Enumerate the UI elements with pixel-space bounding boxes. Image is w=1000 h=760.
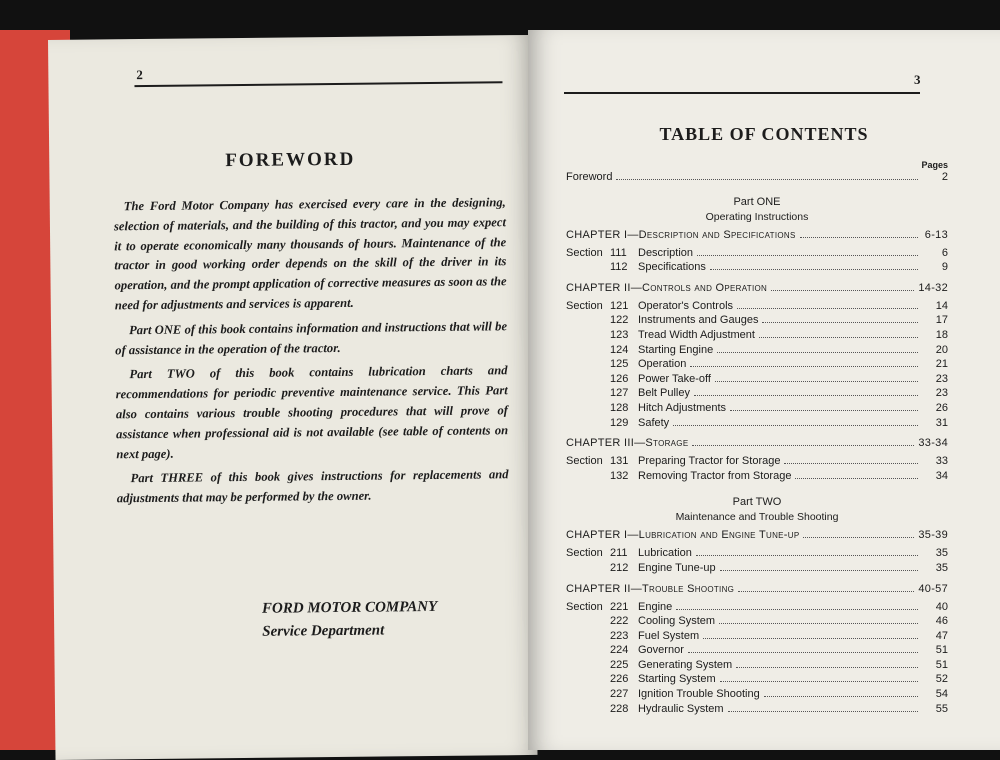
leader-dots <box>697 254 918 256</box>
toc-section-number: 227 <box>610 688 629 701</box>
toc-section <box>566 630 948 645</box>
toc-chapter-label: CHAPTER II—Controls and Operation <box>566 281 768 294</box>
toc-section-number: 121 <box>610 299 629 312</box>
toc-section-number: 123 <box>610 328 629 341</box>
toc-section <box>566 644 948 659</box>
leader-dots <box>728 710 918 712</box>
foreword-title: FOREWORD <box>225 148 356 172</box>
leader-dots <box>800 236 918 238</box>
toc-chapter <box>566 437 948 455</box>
leader-dots <box>616 178 918 180</box>
toc-section-label: Engine <box>638 600 673 613</box>
leader-dots <box>759 336 918 338</box>
toc-section-page: 34 <box>935 469 948 482</box>
toc-chapter <box>566 282 948 300</box>
toc-section <box>566 615 948 630</box>
toc-chapter-label: CHAPTER I—Description and Specifications <box>566 228 796 241</box>
toc-section-number: 125 <box>610 358 629 371</box>
toc-chapter-pages: 33-34 <box>918 437 948 450</box>
toc-section-number: 112 <box>610 261 628 274</box>
toc-section-page: 20 <box>935 343 948 356</box>
toc-chapter-label: CHAPTER III—Storage <box>566 437 689 450</box>
toc-section-number: 111 <box>610 246 627 259</box>
left-page <box>48 35 538 760</box>
toc-section-number: 211 <box>610 547 628 560</box>
toc-section-page: 46 <box>935 615 948 628</box>
toc-section <box>566 470 948 485</box>
leader-dots <box>795 477 918 479</box>
toc-section <box>566 373 948 388</box>
leader-dots <box>710 268 918 270</box>
leader-dots <box>717 351 918 353</box>
leader-dots <box>737 307 918 309</box>
toc-section-number: 226 <box>610 673 629 686</box>
toc-section-label: Hydraulic System <box>638 702 724 715</box>
toc-section-page: 51 <box>935 658 948 671</box>
toc-section-page: 35 <box>935 547 948 560</box>
toc-section-page: 35 <box>935 561 948 574</box>
header-rule <box>134 81 502 87</box>
toc-section-page: 14 <box>935 299 948 312</box>
toc-chapter <box>566 529 948 547</box>
toc-section-page: 23 <box>935 372 948 385</box>
toc-section-page: 18 <box>935 328 948 341</box>
leader-dots <box>688 651 918 653</box>
part-one-list <box>566 229 948 485</box>
toc-section <box>566 300 948 315</box>
toc-section <box>566 261 948 276</box>
leader-dots <box>694 394 918 396</box>
toc-title: TABLE OF CONTENTS <box>659 124 869 144</box>
toc-section-prefix: Section <box>566 246 603 259</box>
leader-dots <box>762 321 918 323</box>
toc-section-label: Governor <box>638 644 684 657</box>
toc-section <box>566 455 948 470</box>
toc-section-page: 26 <box>935 401 948 414</box>
toc-section-number: 225 <box>610 658 629 671</box>
toc-section-label: Hitch Adjustments <box>638 401 727 414</box>
toc-section <box>566 673 948 688</box>
toc-section-number: 228 <box>610 702 629 715</box>
toc-section-page: 23 <box>935 387 948 400</box>
foreword-paragraph: Part TWO of this book contains lubrication charts and recommendations for periodic preventive maintenance service. This Part also contains various trouble shooting procedures that will prove of assistance when professional aid is not available (see table of contents on next page). <box>115 363 509 461</box>
leader-dots <box>676 608 918 610</box>
right-page <box>528 30 1000 750</box>
leader-dots <box>673 424 918 426</box>
foreword-body <box>114 193 509 514</box>
leader-dots <box>784 462 918 464</box>
leader-dots <box>730 409 918 411</box>
part-one-heading: Part ONE <box>733 195 781 208</box>
toc-section <box>566 601 948 616</box>
leader-dots <box>719 622 918 624</box>
toc-chapter-pages: 35-39 <box>918 529 948 542</box>
foreword-paragraph: Part THREE of this book gives instructions for replacements and adjustments that may be performed by the owner. <box>116 467 509 506</box>
toc-section-page: 17 <box>935 314 948 327</box>
toc-section-number: 224 <box>610 644 629 657</box>
toc-section-label: Lubrication <box>638 547 692 560</box>
toc-section-label: Tread Width Adjustment <box>638 328 755 341</box>
page-number-right: 3 <box>914 72 921 87</box>
toc-chapter-label: CHAPTER II—Trouble Shooting <box>566 582 735 595</box>
toc-section-page: 52 <box>935 673 948 686</box>
toc-section-number: 212 <box>610 561 629 574</box>
toc-section-label: Specifications <box>638 261 706 274</box>
toc-section-prefix: Section <box>566 299 603 312</box>
toc-section-number: 131 <box>610 455 629 468</box>
toc-section-number: 221 <box>610 600 629 613</box>
toc-section-label: Operator's Controls <box>638 299 734 312</box>
toc-chapter-pages: 6-13 <box>924 228 948 241</box>
toc-section-label: Fuel System <box>638 629 700 642</box>
toc-section-label: Starting Engine <box>638 343 714 356</box>
toc-section-page: 54 <box>935 688 948 701</box>
toc-section <box>566 417 948 432</box>
toc-section-label: Belt Pulley <box>638 387 690 400</box>
toc-section <box>566 688 948 703</box>
table-of-contents <box>566 160 948 717</box>
toc-section-label: Description <box>638 246 694 259</box>
toc-section-page: 6 <box>941 246 948 259</box>
toc-section <box>566 387 948 402</box>
toc-entry-page: 2 <box>941 171 948 183</box>
toc-section <box>566 703 948 718</box>
toc-section-prefix: Section <box>566 547 603 560</box>
toc-section-page: 40 <box>935 600 948 613</box>
toc-section <box>566 344 948 359</box>
leader-dots <box>692 444 914 446</box>
toc-section-page: 47 <box>935 629 948 642</box>
part-two-list <box>566 529 948 717</box>
toc-section <box>566 659 948 674</box>
leader-dots <box>736 666 918 668</box>
toc-section-prefix: Section <box>566 600 603 613</box>
signature-department: Service Department <box>262 622 385 640</box>
toc-section-label: Power Take-off <box>638 372 711 385</box>
part-two-subheading: Maintenance and Trouble Shooting <box>675 511 839 524</box>
toc-section-prefix: Section <box>566 455 603 468</box>
toc-chapter-label: CHAPTER I—Lubrication and Engine Tune-up <box>566 529 800 542</box>
leader-dots <box>720 680 918 682</box>
leader-dots <box>771 289 914 291</box>
toc-section <box>566 547 948 562</box>
toc-section-number: 129 <box>610 416 629 429</box>
toc-section-number: 222 <box>610 615 629 628</box>
toc-section-number: 127 <box>610 387 629 400</box>
pages-column-header: Pages <box>921 160 948 170</box>
part-one-subheading: Operating Instructions <box>705 210 809 223</box>
toc-section <box>566 329 948 344</box>
leader-dots <box>690 365 918 367</box>
foreword-paragraph: The Ford Motor Company has exercised every care in the designing, selection of materials, and the building of this tractor, and you may expect it to operate economically many thousands of hours. Maintenance of the tractor in good working order depends on the skill of the driver in its operation, and the prompt application of corrective measures as soon as the need for adjustments and services is apparent. <box>113 195 507 313</box>
toc-section <box>566 358 948 373</box>
toc-section <box>566 562 948 577</box>
toc-section-page: 31 <box>935 416 948 429</box>
toc-chapter <box>566 229 948 247</box>
toc-section-page: 51 <box>935 644 948 657</box>
toc-section-page: 9 <box>941 261 948 274</box>
foreword-paragraph: Part ONE of this book contains information and instructions that will be of assistance in the operation of the tractor. <box>115 318 508 357</box>
toc-section-page: 21 <box>935 358 948 371</box>
toc-section-number: 128 <box>610 401 629 414</box>
page-number-left: 2 <box>136 67 143 83</box>
toc-section-label: Cooling System <box>638 615 716 628</box>
toc-section-page: 33 <box>935 455 948 468</box>
toc-section-label: Removing Tractor from Storage <box>638 469 792 482</box>
toc-chapter <box>566 583 948 601</box>
toc-section-number: 132 <box>610 469 629 482</box>
toc-entry-label: Foreword <box>566 171 613 183</box>
toc-section-number: 122 <box>610 314 629 327</box>
part-two-heading: Part TWO <box>732 496 782 509</box>
signature <box>262 596 438 644</box>
leader-dots <box>764 695 918 697</box>
toc-section-page: 55 <box>935 702 948 715</box>
leader-dots <box>720 569 918 571</box>
toc-section-label: Ignition Trouble Shooting <box>638 688 760 701</box>
leader-dots <box>715 380 918 382</box>
toc-section-number: 126 <box>610 372 629 385</box>
toc-section-label: Generating System <box>638 658 733 671</box>
signature-company: FORD MOTOR COMPANY <box>261 598 438 617</box>
leader-dots <box>696 554 918 556</box>
toc-section <box>566 247 948 262</box>
toc-section-label: Preparing Tractor for Storage <box>638 455 781 468</box>
toc-section-number: 223 <box>610 629 629 642</box>
toc-section-label: Operation <box>638 358 687 371</box>
leader-dots <box>803 536 914 538</box>
toc-chapter-pages: 14-32 <box>918 281 948 294</box>
toc-section <box>566 314 948 329</box>
toc-entry-foreword <box>566 171 948 186</box>
leader-dots <box>738 590 914 592</box>
leader-dots <box>703 637 918 639</box>
toc-section <box>566 402 948 417</box>
toc-section-label: Engine Tune-up <box>638 561 716 574</box>
toc-section-label: Safety <box>638 416 670 429</box>
toc-section-label: Instruments and Gauges <box>638 314 759 327</box>
header-rule <box>564 92 920 94</box>
toc-section-number: 124 <box>610 343 629 356</box>
toc-chapter-pages: 40-57 <box>918 582 948 595</box>
toc-section-label: Starting System <box>638 673 716 686</box>
